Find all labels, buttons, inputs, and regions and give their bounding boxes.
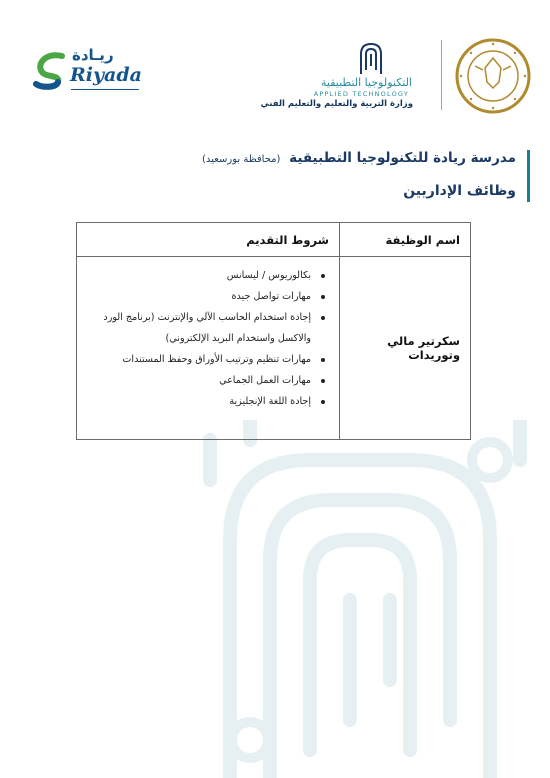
- background-watermark: [190, 420, 530, 778]
- table-header-row: [77, 223, 471, 257]
- job-name-cell: سكرتير مالي وتوريدات: [340, 257, 471, 440]
- riyada-english-wordmark: Riyada: [70, 64, 142, 86]
- applied-technology-arabic: التكنولوجيا التطبيقية: [321, 76, 412, 89]
- riyada-underline: [71, 89, 139, 90]
- requirements-list: [83, 265, 327, 412]
- list-item: إجادة اللغة الإنجليزية: [83, 391, 311, 412]
- school-name: [202, 150, 516, 166]
- title-accent-bar: [527, 150, 530, 202]
- section-title: وظائف الإداريين: [403, 183, 516, 199]
- list-item: بكالوريوس / ليسانس: [83, 265, 311, 286]
- ministry-name: وزارة التربية والتعليم والتعليم الفني: [260, 99, 413, 109]
- school-name-text: مدرسة ريادة للتكنولوجيا التطبيقية: [289, 150, 516, 166]
- governorate-label: (محافظة بورسعيد): [202, 154, 281, 165]
- ministry-seal-icon: [455, 38, 531, 114]
- requirements-cell: [77, 257, 340, 440]
- applied-technology-english: APPLIED TECHNOLOGY: [313, 90, 409, 98]
- jobs-table: [76, 222, 471, 440]
- riyada-arabic-wordmark: ريـادة: [72, 46, 114, 64]
- applied-technology-mark-icon: [355, 40, 387, 76]
- table-row: [77, 257, 471, 440]
- list-item: إجادة استخدام الحاسب الآلي والإنترنت (برنامج الورد والاكسل واستخدام البريد الإلكتروني): [83, 307, 311, 349]
- header-job-title: اسم الوظيفة: [340, 223, 471, 257]
- header-requirements: شروط التقديم: [77, 223, 340, 257]
- riyada-swoosh-icon: [32, 50, 68, 90]
- list-item: مهارات تنظيم وترتيب الأوراق وحفظ المستندات: [83, 349, 311, 370]
- list-item: مهارات العمل الجماعي: [83, 370, 311, 391]
- header-divider: [441, 40, 442, 110]
- list-item: مهارات تواصل جيدة: [83, 286, 311, 307]
